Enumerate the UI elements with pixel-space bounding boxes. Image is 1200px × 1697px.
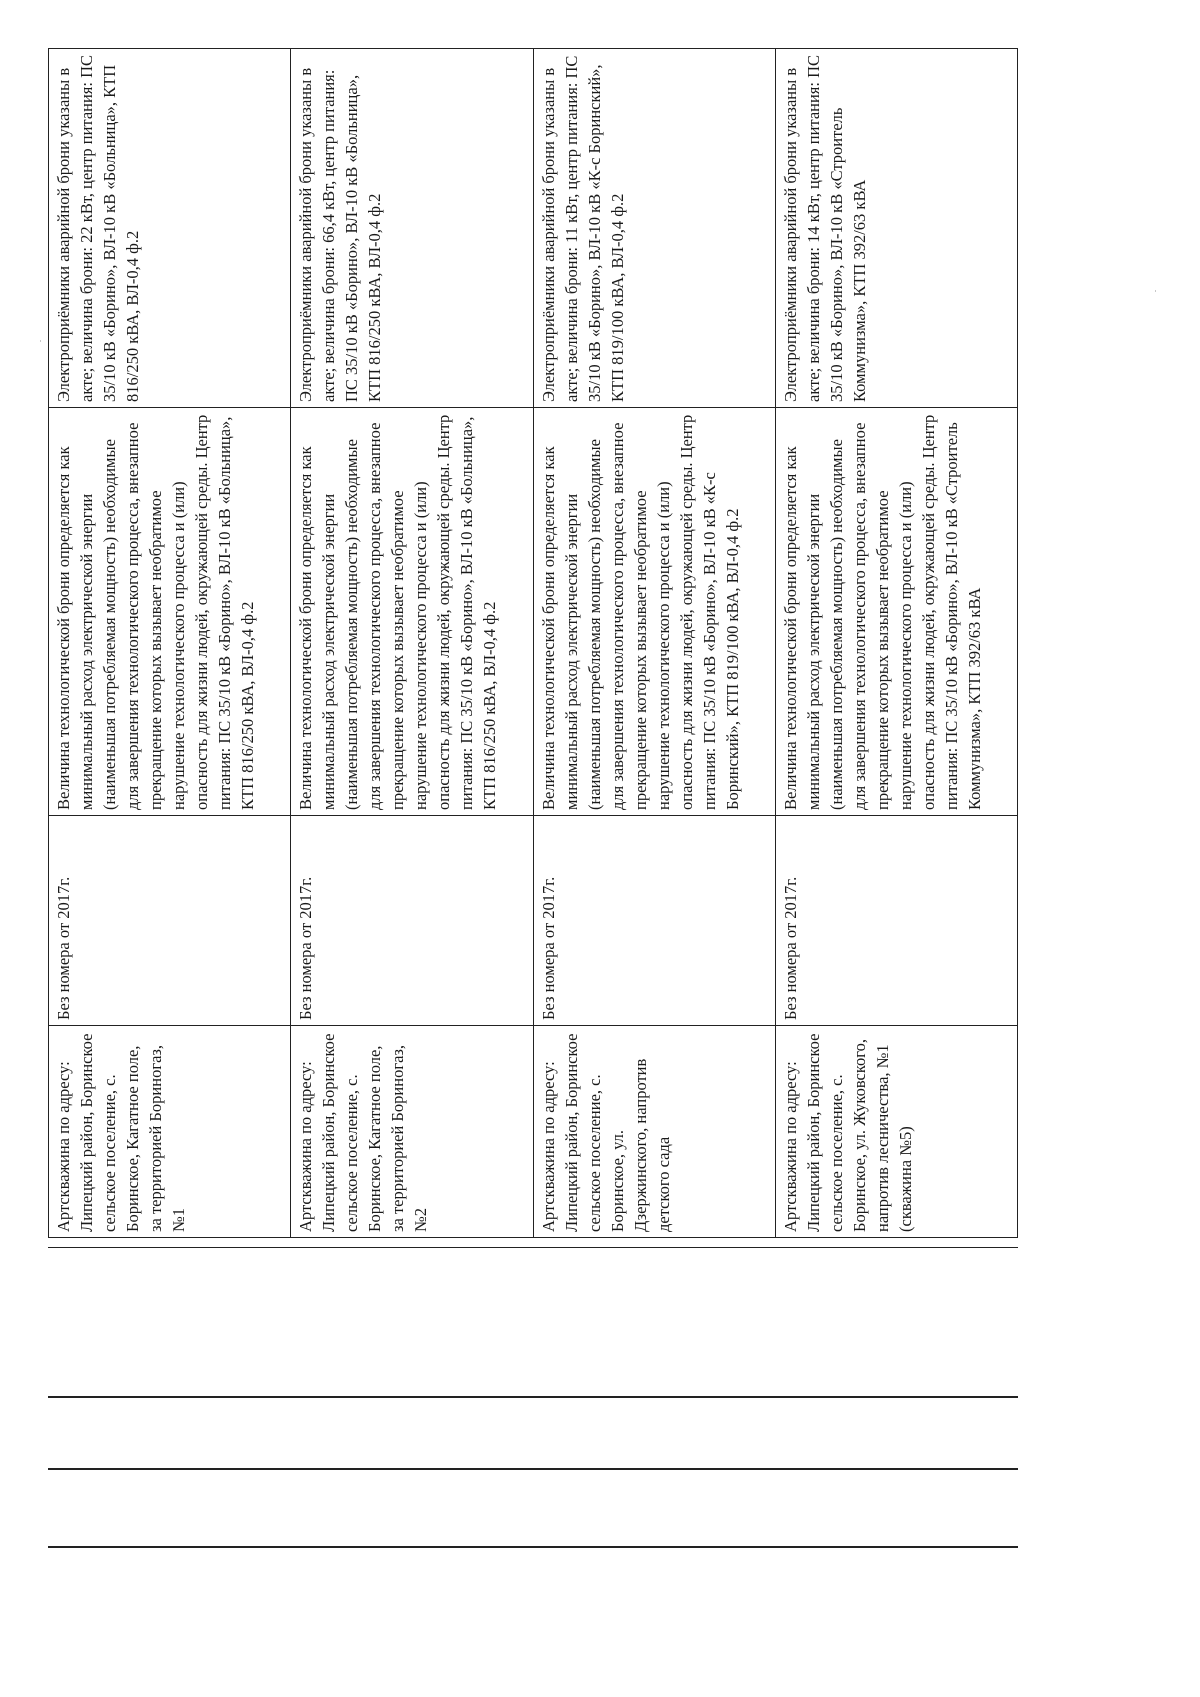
document-cell: Без номера от 2017г. xyxy=(776,815,1017,1025)
technological-reserve-cell: Величина технологической брони определяется как минимальный расход электрической энергии (наименьшая потребляемая мощность) необходимые для завершения технологического процесса, внезапное прекращение которых вызывает необратимое нарушение технологического процесса и (или) опасность для жизни людей, окружающей среды. Центр питания: ПС 35/10 кВ «Борино», ВЛ-10 кВ «Строитель Коммунизма», КТП 392/63 кВА xyxy=(776,407,1017,815)
left-border-line xyxy=(48,1468,1018,1470)
reserve-table xyxy=(48,48,1018,1238)
scan-artifact xyxy=(1155,290,1156,292)
object-cell: Артскважина по адресу: Липецкий район, Боринское сельское поселение, с. Боринское, ул. Дзержинского, напротив детского сада xyxy=(534,1025,775,1237)
emergency-reserve-cell: Электроприёмники аварийной брони указаны в акте; величина брони: 66,4 кВт, центр питания: ПС 35/10 кВ «Борино», ВЛ-10 кВ «Больница», КТП 816/250 кВА, ВЛ-0,4 ф.2 xyxy=(296,67,385,402)
document-cell: Без номера от 2017г. xyxy=(534,815,775,1025)
technological-reserve-cell: Величина технологической брони определяется как минимальный расход электрической энергии (наименьшая потребляемая мощность) необходимые для завершения технологического процесса, внезапное прекращение которых вызывает необратимое нарушение технологического процесса и (или) опасность для жизни людей, окружающей среды. Центр питания: ПС 35/10 кВ «Борино», ВЛ-10 кВ «Больница», КТП 816/250 кВА, ВЛ-0,4 ф.2 xyxy=(291,407,532,815)
object-cell: Артскважина по адресу: Липецкий район, Боринское сельское поселение, с. Боринское, ул. Жуковского, напротив лесничества, №1 (скважина №5) xyxy=(776,1025,1017,1237)
technological-reserve-cell: Величина технологической брони определяется как минимальный расход электрической энергии (наименьшая потребляемая мощность) необходимые для завершения технологического процесса, внезапное прекращение которых вызывает необратимое нарушение технологического процесса и (или) опасность для жизни людей, окружающей среды. Центр питания: ПС 35/10 кВ «Борино», ВЛ-10 кВ «К-с Боринский», КТП 819/100 кВА, ВЛ-0,4 ф.2 xyxy=(534,407,775,815)
table-row xyxy=(49,49,291,1237)
emergency-reserve-cell: Электроприёмники аварийной брони указаны в акте; величина брони: 14 кВт, центр питания: ПС 35/10 кВ «Борино», ВЛ-10 кВ «Строитель Коммунизма», КТП 392/63 кВА xyxy=(780,54,869,402)
emergency-reserve-cell: Электроприёмники аварийной брони указаны в акте; величина брони: 11 кВт, центр питания: ПС 35/10 кВ «Борино», ВЛ-10 кВ «К-с Боринский», КТП 819/100 кВА, ВЛ-0,4 ф.2 xyxy=(538,55,627,402)
left-border-line xyxy=(48,1546,1018,1548)
object-cell: Артскважина по адресу: Липецкий район, Боринское сельское поселение, с. Боринское, Кагатное поле, за территорией Бориногаз, №1 xyxy=(49,1025,290,1237)
table-row xyxy=(291,49,533,1237)
technological-reserve-cell: Величина технологической брони определяется как минимальный расход электрической энергии (наименьшая потребляемая мощность) необходимые для завершения технологического процесса, внезапное прекращение которых вызывает необратимое нарушение технологического процесса и (или) опасность для жизни людей, окружающей среды. Центр питания: ПС 35/10 кВ «Борино», ВЛ-10 кВ «Больница», КТП 816/250 кВА, ВЛ-0,4 ф.2 xyxy=(49,407,290,815)
object-cell: Артскважина по адресу: Липецкий район, Боринское сельское поселение, с. Боринское, Кагатное поле, за территорией Бориногаз, №2 xyxy=(291,1025,532,1237)
table-row xyxy=(534,49,776,1237)
table-row xyxy=(776,49,1017,1237)
rotated-page-content xyxy=(48,48,1018,1548)
document-cell: Без номера от 2017г. xyxy=(49,815,290,1025)
emergency-reserve-cell: Электроприёмники аварийной брони указаны в акте; величина брони: 22 кВт, центр питания: ПС 35/10 кВ «Борино», ВЛ-10 кВ «Больница», КТП 816/250 кВА, ВЛ-0,4 ф.2 xyxy=(54,54,142,402)
left-border-line xyxy=(48,1396,1018,1398)
scan-artifact xyxy=(40,340,41,342)
left-border-line xyxy=(48,1247,1018,1248)
document-cell: Без номера от 2017г. xyxy=(291,815,532,1025)
